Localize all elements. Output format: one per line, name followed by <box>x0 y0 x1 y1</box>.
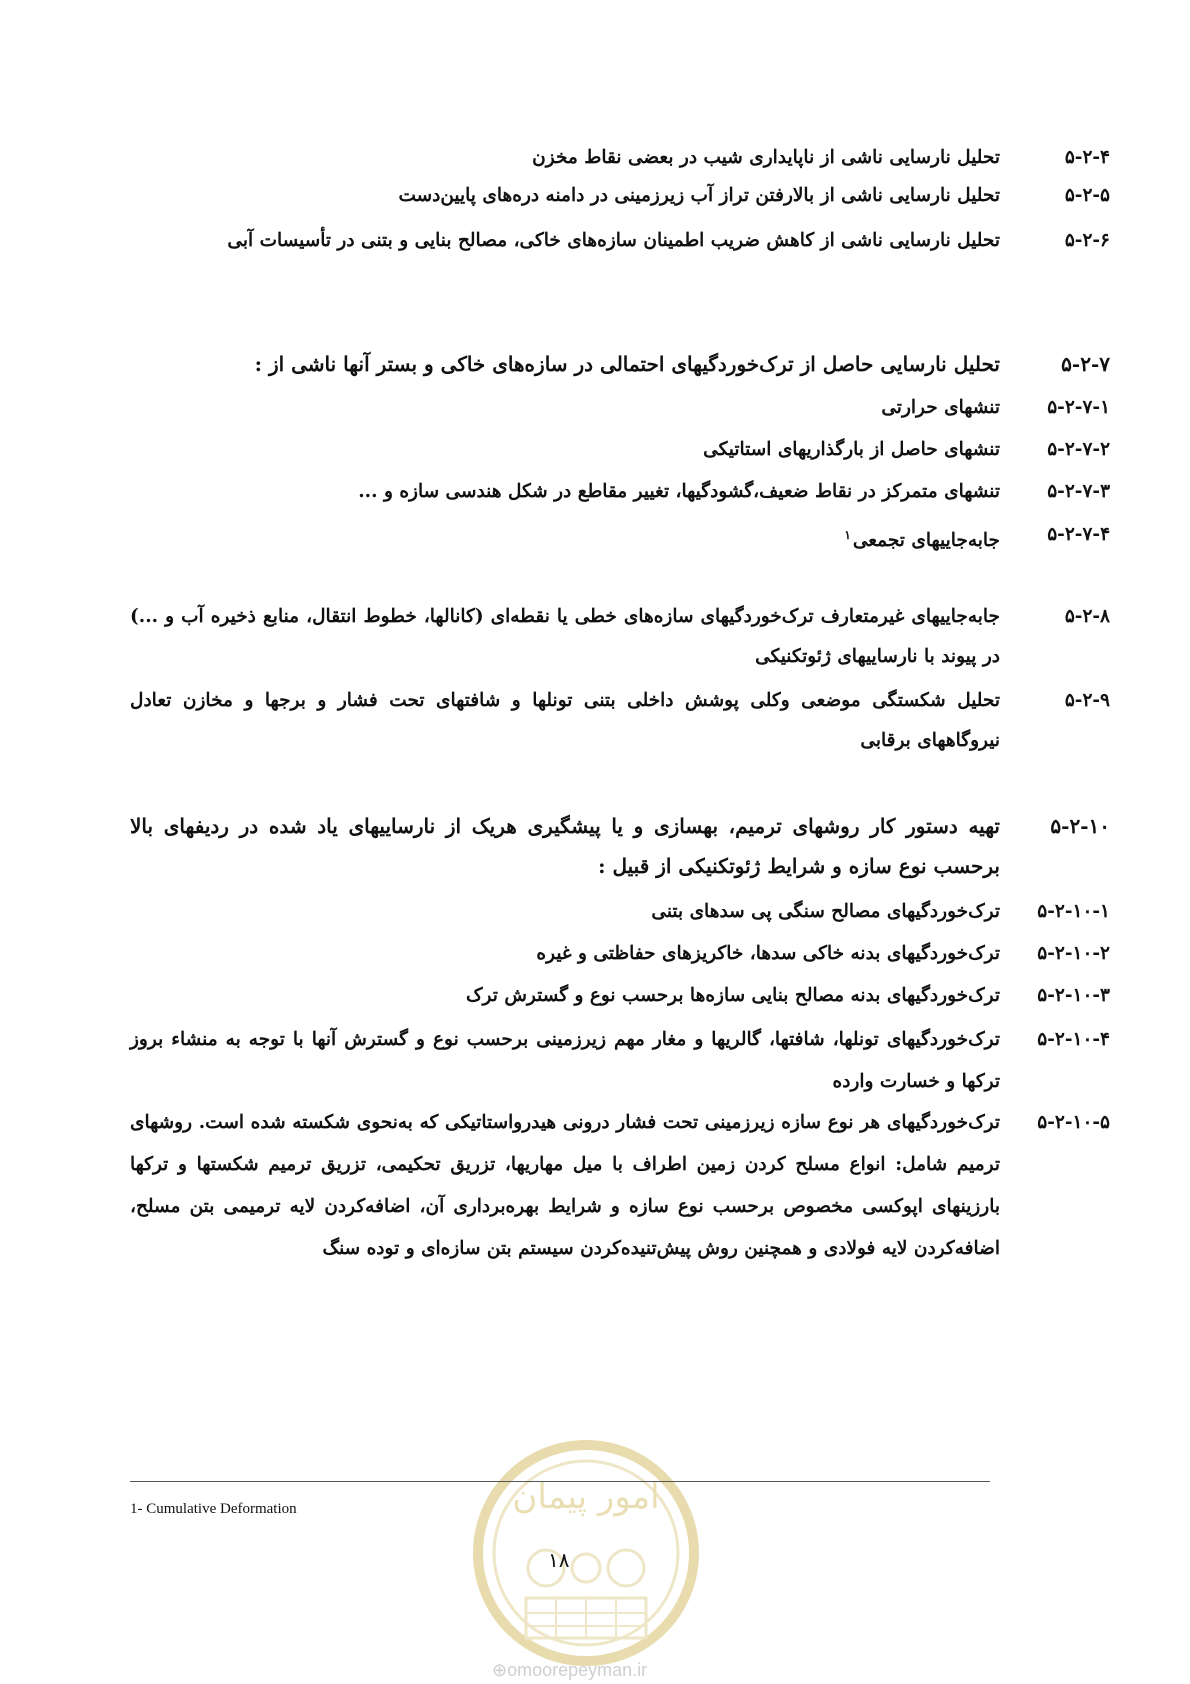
watermark-seal-icon <box>466 1438 706 1668</box>
item-number: ۵-۲-۱۰-۳ <box>1037 985 1110 1006</box>
svg-text:امور پیمان: امور پیمان <box>512 1477 660 1517</box>
item-5-2-6 <box>130 220 1110 262</box>
item-text: تحلیل نارسایی ناشی از ناپایداری شیب در بعضی نقاط مخزن <box>532 147 1000 168</box>
item-number: ۵-۲-۱۰-۲ <box>1037 943 1110 964</box>
item-5-2-10-2 <box>130 935 1110 973</box>
item-5-2-5 <box>130 177 1110 215</box>
item-5-2-8 <box>130 597 1110 677</box>
item-text: ترک‌خوردگیهای بدنه مصالح بنایی سازه‌ها برحسب نوع و گسترش ترک <box>465 985 1000 1006</box>
item-5-2-10 <box>130 806 1110 886</box>
item-5-2-7 <box>130 345 1110 383</box>
item-5-2-10-4 <box>130 1019 1110 1103</box>
item-text: تحلیل نارسایی ناشی از کاهش ضریب اطمینان سازه‌های خاکی، مصالح بنایی و بتنی در تأسیسات آبی <box>227 230 1000 251</box>
item-number: ۵-۲-۱۰ <box>1050 814 1110 838</box>
item-5-2-7-2 <box>130 431 1110 469</box>
item-text: ترک‌خوردگیهای تونلها، شافتها، گالریها و مغار مهم زیرزمینی برحسب نوع و گسترش آنها با توجه به منشاء بروز ترکها و خسارت وارده <box>130 1029 1000 1092</box>
footnote-ref: ۱ <box>844 528 851 542</box>
watermark-site <box>492 1660 647 1681</box>
item-5-2-7-1 <box>130 389 1110 427</box>
item-number: ۵-۲-۷-۲ <box>1047 439 1110 460</box>
item-number: ۵-۲-۹ <box>1064 690 1110 711</box>
item-number: ۵-۲-۵ <box>1064 185 1110 206</box>
item-5-2-7-3 <box>130 473 1110 511</box>
item-5-2-10-3 <box>130 977 1110 1015</box>
item-5-2-4 <box>130 139 1110 177</box>
item-number: ۵-۲-۴ <box>1064 147 1110 168</box>
item-number: ۵-۲-۱۰-۱ <box>1037 901 1110 922</box>
item-number: ۵-۲-۸ <box>1064 606 1110 627</box>
watermark-site-text: omoorepeyman.ir <box>507 1660 648 1680</box>
item-text: تنشهای حرارتی <box>881 397 1000 418</box>
item-text: تحلیل نارسایی حاصل از ترک‌خوردگیهای احتمالی در سازه‌های خاکی و بستر آنها ناشی از : <box>254 352 1000 376</box>
item-number: ۵-۲-۱۰-۵ <box>1037 1112 1110 1133</box>
item-text: ترک‌خوردگیهای هر نوع سازه زیرزمینی تحت فشار درونی هیدرواستاتیکی که به‌نحوی شکسته شده است. روشهای ترمیم شامل: انواع مسلح کردن زمین اطراف با میل مهاریها، تزریق تحکیمی، تزریق ترمیم شکستها و ترکها بارزینهای اپوکسی مخصوص برحسب نوع سازه و شرایط بهره‌برداری آن، اضافه‌کردن لایه ترمیمی بتن مسلح، اضافه‌کردن لایه فولادی و همچنین روش پیش‌تنیده‌کردن سیستم بتن سازه‌ای و توده سنگ <box>130 1112 1000 1259</box>
footnote: 1- Cumulative Deformation <box>130 1501 297 1517</box>
item-5-2-10-5 <box>130 1102 1110 1270</box>
item-number: ۵-۲-۱۰-۴ <box>1037 1029 1110 1050</box>
item-5-2-7-4 <box>130 516 1110 560</box>
item-text: تنشهای حاصل از بارگذاریهای استاتیکی <box>703 439 1000 460</box>
item-5-2-9 <box>130 681 1110 761</box>
item-text: جابه‌جاییهای تجمعی <box>852 530 1000 552</box>
item-number: ۵-۲-۷-۳ <box>1047 481 1110 502</box>
item-number: ۵-۲-۶ <box>1064 230 1110 251</box>
page-number: ۱۸ <box>548 1548 570 1572</box>
item-text: جابه‌جاییهای غیرمتعارف ترک‌خوردگیهای سازه‌های خطی یا نقطه‌ای (کانالها، خطوط انتقال، منابع ذخیره آب و ...) در پیوند با نارساییهای ژئوتکنیکی <box>130 606 1000 667</box>
item-5-2-10-1 <box>130 893 1110 931</box>
item-text: تنشهای متمرکز در نقاط ضعیف،گشودگیها، تغییر مقاطع در شکل هندسی سازه و ... <box>358 481 1000 502</box>
footnote-divider <box>130 1481 990 1482</box>
item-text: ترک‌خوردگیهای مصالح سنگی پی سدهای بتنی <box>651 901 1000 922</box>
item-number: ۵-۲-۷ <box>1061 352 1110 376</box>
globe-icon: ⊕ <box>492 1660 508 1680</box>
item-text: ترک‌خوردگیهای بدنه خاکی سدها، خاکریزهای حفاظتی و غیره <box>536 943 1000 964</box>
item-text: تحلیل نارسایی ناشی از بالارفتن تراز آب زیرزمینی در دامنه دره‌های پایین‌دست <box>398 185 1000 206</box>
item-number: ۵-۲-۷-۴ <box>1047 524 1110 545</box>
item-text: تحلیل شکستگی موضعی وکلی پوشش داخلی بتنی تونلها و شافتهای تحت فشار و برجها و مخازن تعادل نیروگاههای برقابی <box>130 690 1000 751</box>
item-number: ۵-۲-۷-۱ <box>1047 397 1110 418</box>
item-text: تهیه دستور کار روشهای ترمیم، بهسازی و یا پیشگیری هریک از نارساییهای یاد شده در ردیفهای بالا برحسب نوع سازه و شرایط ژئوتکنیکی از قبیل : <box>130 814 1000 878</box>
